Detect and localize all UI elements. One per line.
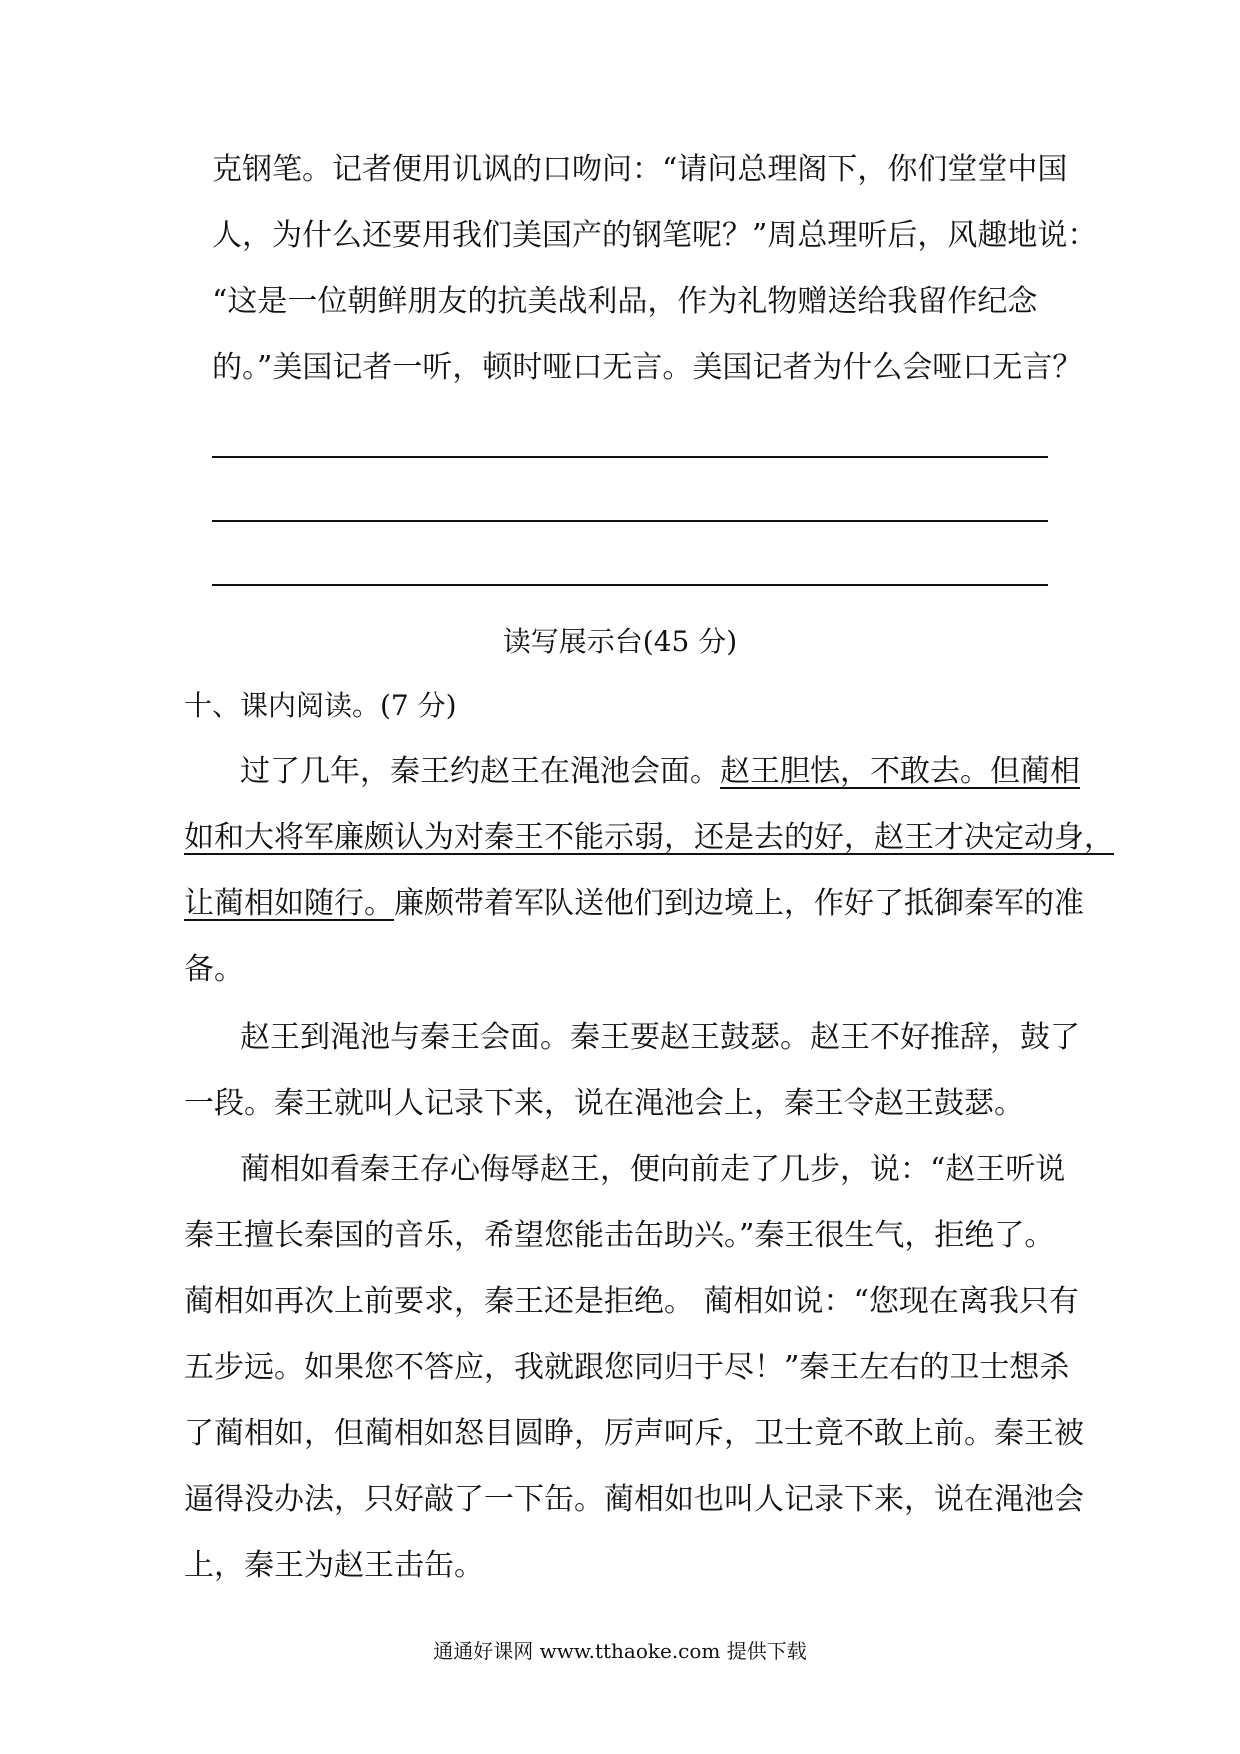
passage-line: 蔺相如看秦王存心侮辱赵王，便向前走了几步，说：“赵王听说 [240,1152,1066,1187]
passage-line: 赵王到渑池与秦王会面。秦王要赵王鼓瑟。赵王不好推辞，鼓了 [240,1020,1080,1055]
answer-line-1[interactable] [212,456,1048,458]
passage-line [184,884,1084,924]
passage-line: 了蔺相如，但蔺相如怒目圆睁，厉声呵斥，卫士竟不敢上前。秦王被 [184,1416,1084,1451]
story-line-2: 人，为什么还要用我们美国产的钢笔呢？”周总理听后，风趣地说： [212,218,1098,253]
question-title: 十、课内阅读。(7 分) [184,689,457,722]
answer-line-2[interactable] [212,520,1048,522]
passage-line [184,818,1114,858]
story-line-1: 克钢笔。记者便用讥讽的口吻问：“请问总理阁下，你们堂堂中国 [212,152,1068,187]
section-heading: 读写展示台(45 分) [502,625,738,658]
passage-line: 秦王擅长秦国的音乐，希望您能击缶助兴。”秦王很生气，拒绝了。 [184,1218,1055,1253]
passage-line: 一段。秦王就叫人记录下来，说在渑池会上，秦王令赵王鼓瑟。 [184,1086,1024,1121]
passage-text: 过了几年，秦王约赵王在渑池会面。 [240,754,720,789]
passage-line: 逼得没办法，只好敲了一下缶。蔺相如也叫人记录下来，说在渑池会 [184,1482,1084,1517]
story-line-4: 的。”美国记者一听，顿时哑口无言。美国记者为什么会哑口无言？ [212,350,1083,385]
underlined-sentence: 赵王胆怯，不敢去。但蔺相 [720,754,1080,789]
underlined-sentence: 让蔺相如随行。 [184,886,394,921]
underlined-sentence: 如和大将军廉颇认为对秦王不能示弱，还是去的好，赵王才决定动身， [184,820,1114,855]
page-footer: 通通好课网 www.tthaoke.com 提供下载 [433,1639,807,1663]
passage-line: 上，秦王为赵王击缶。 [184,1548,484,1583]
passage-line: 蔺相如再次上前要求，秦王还是拒绝。 蔺相如说：“您现在离我只有 [184,1284,1079,1319]
passage-line [240,752,1080,792]
passage-text: 廉颇带着军队送他们到边境上，作好了抵御秦军的准 [394,886,1084,921]
answer-line-3[interactable] [212,584,1048,586]
passage-line: 备。 [184,952,244,987]
passage-line: 五步远。如果您不答应，我就跟您同归于尽！”秦王左右的卫士想杀 [184,1350,1070,1385]
story-line-3: “这是一位朝鲜朋友的抗美战利品，作为礼物赠送给我留作纪念 [212,284,1038,319]
